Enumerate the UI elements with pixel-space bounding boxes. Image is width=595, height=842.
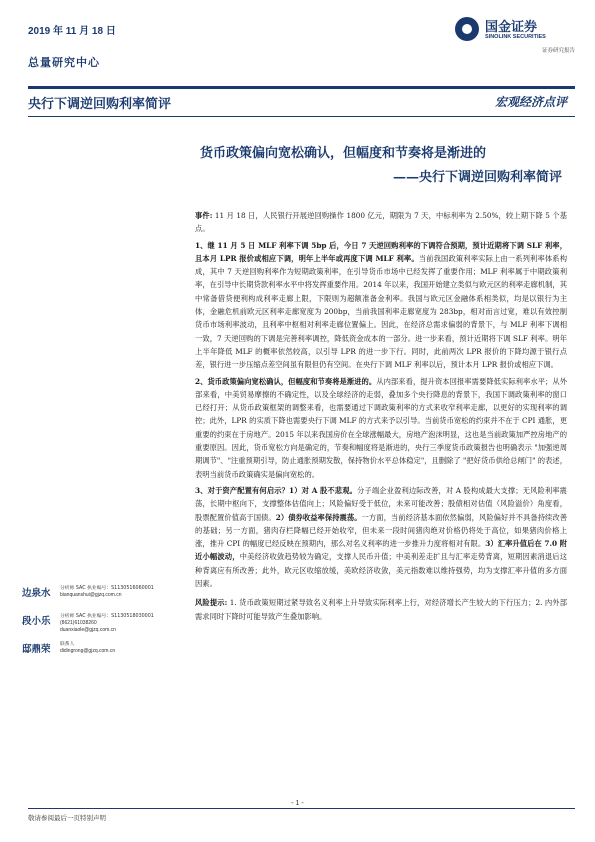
point-2-text: 从内部来看，提升资本回报率需要降低实际利率水平；从外部来看，中美贸易摩擦的不确定性，以及全球经济的走弱，叠加多个央行降息的背景下，我国下调政策利率的窗口已经打开；从货币政策框架的调整来看，也需要通过下调政策利率的方式来收窄利率走廊，以更好的实现利率的调控；此外，LPR 的实质下降也需要央行下调 MLF 的方式来予以引导。当前货币宽松的约束并不在于 CPI 通胀，更重要的约束在于房地产。2015 年以来我国房价在全球涨幅最大，房地产泡沫明显，这也是当前政策加严控房地产的重要原因。因此，货币宽松方向是确定的，节奏和幅度将是渐进的，央行三季度货币政策报告也明确表示 "加强逆周期调节"、"注重预期引导，防止通胀预期发散，保持物价水平总体稳定"，且删除了 "把好货币供给总闸门" 的表述，表明当前货币政策确实是偏向宽松的。	[195, 376, 568, 479]
author-name: 边泉水	[22, 588, 51, 599]
author-phone: (8621)61038260	[60, 620, 97, 626]
author-email[interactable]: didingrong@gjzq.com.cn	[60, 648, 116, 654]
author-item	[22, 612, 172, 638]
author-email[interactable]: duanxiaole@gjzq.com.cn	[60, 627, 116, 633]
risk-text: 1. 货币政策短期过紧导致名义利率上升导致实际利率上行，对经济增长产生较大的下行压力；2. 内外部需求同时下降时可能导致产生叠加影响。	[195, 598, 567, 621]
author-name: 邸鼎荣	[22, 644, 51, 655]
author-item	[22, 584, 172, 610]
author-item	[22, 640, 172, 666]
event-paragraph	[195, 209, 567, 236]
author-credential: 联系人	[60, 642, 75, 647]
header-rule-thin	[28, 116, 575, 117]
point-2-lead: 2、货币政策偏向宽松确认，但幅度和节奏将是渐进的。	[195, 376, 377, 386]
logo-cn-text: 国金证券	[485, 20, 538, 35]
author-email[interactable]: bianquanshui@gjzq.com.cn	[60, 592, 122, 598]
point-3-lead-2: 2）债券收益率保持震荡。	[275, 512, 362, 522]
point-3-paragraph	[195, 484, 567, 590]
author-credential: 分析师 SAC 执业编号：S1130516060001	[60, 586, 154, 591]
report-category: 宏观经济点评	[494, 95, 567, 109]
author-list	[22, 584, 172, 668]
point-3-text-3: 中美经济收敛趋势较为确定，支撑人民币升值；中美利差走扩且与汇率走势背离，短期因素消退后这种背离应有所改善；此外，欧元区收缩放缓，美欧经济收敛，美元指数难以维持强势，均为支撑汇率升值的多方面因素。	[195, 552, 568, 589]
main-subtitle: ——央行下调逆回购利率简评	[392, 170, 562, 185]
logo-en-text: SINOLINK SECURITIES	[485, 34, 546, 40]
point-3-lead: 3、对于资产配置有何启示？1）对 A 股不悲观。	[195, 485, 358, 495]
author-name: 段小乐	[22, 616, 51, 627]
point-1-paragraph	[195, 239, 567, 372]
event-text: 11 月 18 日，人民银行开展逆回购操作 1800 亿元，期限为 7 天，中标利率为 2.50%，较上期下降 5 个基点。	[195, 211, 567, 234]
footer-rule	[28, 808, 575, 809]
point-3-text-1: 分子端企业盈利边际改善，对 A 股构成最大支撑；无风险利率震荡，长期中枢向下，支撑整体估值向上；风险偏好受于低位，未来可能改善；股债相对估值（风险溢价）角度看，股票配置价值高于国债。	[195, 485, 567, 522]
main-title: 货币政策偏向宽松确认，但幅度和节奏将是渐进的	[200, 146, 487, 161]
event-label: 事件:	[195, 211, 213, 220]
point-1-text: 当前我国政策利率实际上由一系列利率体系构成，其中 7 天逆回购利率作为短期政策利率，在引导货币市场中已经发挥了重要作用；MLF 利率属于中期政策利率，在引导中长期贷款利率水平中将发挥重要作用。2014 年以来，我国开始建立类似与欧元区的利率走廊机制，其中常备借贷便利构成利率走廊上限，下限则为超额准备金利率。我国与欧元区金融体系相类似，均是以银行为主体，金融危机前欧元区利率走廊宽度为 200bp，当前我国利率走廊宽度为 283bp，相对而言过宽，难以有效控制货币市场利率波动，且利率中枢相对利率走廊位置偏上。因此，在经济总需求偏弱的背景下，与 MLF 利率下调相一致，7 天逆回购的下调是完善利率调控，降低资金成本的一部分。进一步来看，预计近期将下调 SLF 利率。明年上半年降低 MLF 的概率依然较高，以引导 LPR 的进一步下行。同时，此前两次 LPR 报价的下降均源于银行点差，银行进一步压缩点差空间虽有限但仍有空间。在央行下调 MLF 利率以后，预计本月 LPR 报价或相应下调。	[195, 253, 568, 370]
report-header-title: 央行下调逆回购利率简评	[28, 97, 172, 112]
risk-label: 风险提示:	[195, 598, 228, 608]
author-credential: 分析师 SAC 执业编号：S1130518030001	[60, 614, 154, 619]
point-3-lead-3: 3）汇率升值后在 7.0 附近小幅波动，	[195, 539, 567, 562]
point-3-text-2: 一方面，当前经济基本面依然偏弱，风险偏好并不具备持续改善的基础；另一方面，猪肉存栏降幅已经开始收窄，但未来一段时间猪肉绝对价格仍将处于高位，如果猪肉价格上涨，推升 CPI 的幅度已经反映在预期内，那么对名义利率的进一步推升力度将相对有限。	[195, 512, 568, 549]
report-body	[195, 209, 567, 626]
header-rule	[28, 86, 575, 89]
company-logo	[455, 14, 575, 58]
logo-circle-icon	[455, 17, 479, 41]
footer-disclaimer: 敬请参阅最后一页特别声明	[28, 814, 106, 822]
point-1-lead: 1、继 11 月 5 日 MLF 利率下调 5bp 后，今日 7 天逆回购利率的下调符合预期，预计近期将下调 SLF 利率，且本月 LPR 报价或相应下调，明年上半年或再度下调 MLF 利率。	[195, 240, 567, 263]
page-number: - 1 -	[291, 800, 304, 807]
point-2-paragraph	[195, 375, 567, 481]
research-department: 总量研究中心	[28, 56, 100, 69]
report-date: 2019 年 11 月 18 日	[28, 26, 116, 37]
logo-dept-text: 证券研究报告	[542, 48, 576, 54]
risk-paragraph	[195, 596, 567, 623]
